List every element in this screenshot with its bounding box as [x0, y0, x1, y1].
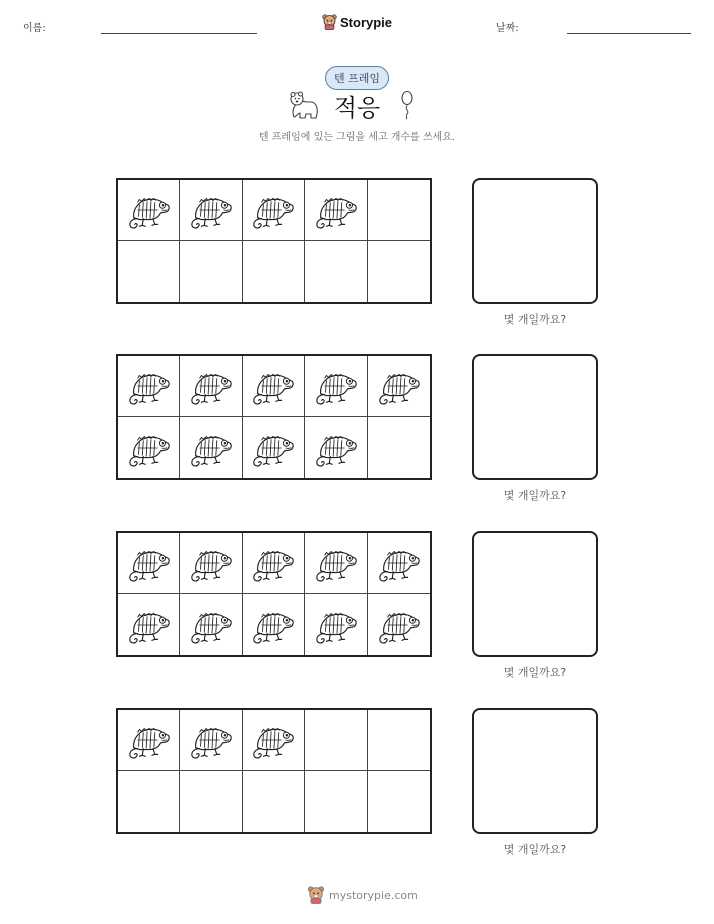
ten-frame — [116, 354, 432, 480]
ten-frame-cell — [118, 594, 180, 655]
chameleon-icon — [188, 718, 234, 762]
chameleon-icon — [250, 718, 296, 762]
answer-box[interactable] — [472, 708, 598, 834]
ten-frame-cell — [180, 710, 242, 771]
ten-frame-cell — [368, 594, 430, 655]
chameleon-icon — [188, 364, 234, 408]
ten-frame-cell — [180, 417, 242, 478]
ten-frame-cell — [368, 417, 430, 478]
ten-frame-cell — [118, 417, 180, 478]
ten-frame-cell — [368, 710, 430, 771]
ten-frame-cell — [368, 771, 430, 832]
chameleon-icon — [188, 188, 234, 232]
chameleon-icon — [250, 541, 296, 585]
footer-url: mystorypie.com — [329, 888, 418, 902]
chameleon-icon — [126, 188, 172, 232]
chameleon-icon — [126, 364, 172, 408]
date-label: 날짜: — [496, 23, 519, 34]
ten-frame-cell — [305, 710, 367, 771]
ten-frame-cell — [243, 533, 305, 594]
ten-frame-cell — [305, 417, 367, 478]
ten-frame-cell — [243, 241, 305, 302]
ten-frame-cell — [243, 180, 305, 241]
ten-frame-cell — [243, 771, 305, 832]
ten-frame-cell — [243, 710, 305, 771]
chameleon-icon — [313, 188, 359, 232]
chameleon-icon — [250, 603, 296, 647]
ten-frame-cell — [118, 771, 180, 832]
bear-logo-icon — [307, 886, 325, 904]
ten-frame-cell — [305, 533, 367, 594]
chameleon-icon — [188, 603, 234, 647]
question-label: 몇 개일까요? — [503, 313, 567, 326]
chameleon-icon — [188, 426, 234, 470]
ten-frame-cell — [180, 356, 242, 417]
ten-frame-cell — [180, 180, 242, 241]
ten-frame-cell — [118, 533, 180, 594]
chameleon-icon — [126, 603, 172, 647]
ten-frame — [116, 178, 432, 304]
instructions: 텐 프레임에 있는 그림을 세고 개수를 쓰세요. — [258, 132, 456, 143]
chameleon-icon — [126, 541, 172, 585]
ten-frame-cell — [118, 241, 180, 302]
chameleon-icon — [376, 603, 422, 647]
ten-frame-cell — [243, 356, 305, 417]
chameleon-icon — [313, 426, 359, 470]
ten-frame-cell — [368, 356, 430, 417]
question-label: 몇 개일까요? — [503, 489, 567, 502]
chameleon-icon — [313, 364, 359, 408]
date-line[interactable] — [567, 33, 691, 34]
ten-frame-cell — [368, 241, 430, 302]
ten-frame-cell — [180, 533, 242, 594]
ten-frame-cell — [305, 594, 367, 655]
footer — [307, 884, 427, 906]
topic-pill: 텐 프레임 — [325, 66, 389, 90]
brand-name: Storypie — [340, 14, 393, 30]
question-label: 몇 개일까요? — [503, 666, 567, 679]
ten-frame-cell — [243, 417, 305, 478]
chameleon-icon — [250, 426, 296, 470]
answer-box[interactable] — [472, 178, 598, 304]
chameleon-icon — [376, 364, 422, 408]
ten-frame-cell — [243, 594, 305, 655]
chameleon-icon — [313, 541, 359, 585]
ten-frame-cell — [180, 594, 242, 655]
ten-frame-cell — [368, 180, 430, 241]
answer-box[interactable] — [472, 354, 598, 480]
page-title: 적응 — [333, 94, 381, 122]
chameleon-icon — [126, 426, 172, 470]
ten-frame-cell — [180, 771, 242, 832]
balloon-icon — [398, 90, 416, 120]
ten-frame-cell — [305, 356, 367, 417]
bear-logo-icon — [322, 14, 337, 30]
answer-box[interactable] — [472, 531, 598, 657]
ten-frame-cell — [118, 180, 180, 241]
ten-frame-cell — [118, 710, 180, 771]
chameleon-icon — [188, 541, 234, 585]
brand-logo — [322, 11, 402, 33]
name-label: 이름: — [23, 23, 46, 34]
ten-frame-cell — [305, 771, 367, 832]
name-line[interactable] — [101, 33, 257, 34]
chameleon-icon — [126, 718, 172, 762]
ten-frame-cell — [180, 241, 242, 302]
ten-frame-cell — [118, 356, 180, 417]
chameleon-icon — [376, 541, 422, 585]
question-label: 몇 개일까요? — [503, 843, 567, 856]
ten-frame-cell — [305, 180, 367, 241]
ten-frame-cell — [368, 533, 430, 594]
ten-frame — [116, 531, 432, 657]
ten-frame-cell — [305, 241, 367, 302]
chameleon-icon — [313, 603, 359, 647]
ten-frame — [116, 708, 432, 834]
chameleon-icon — [250, 188, 296, 232]
chameleon-icon — [250, 364, 296, 408]
